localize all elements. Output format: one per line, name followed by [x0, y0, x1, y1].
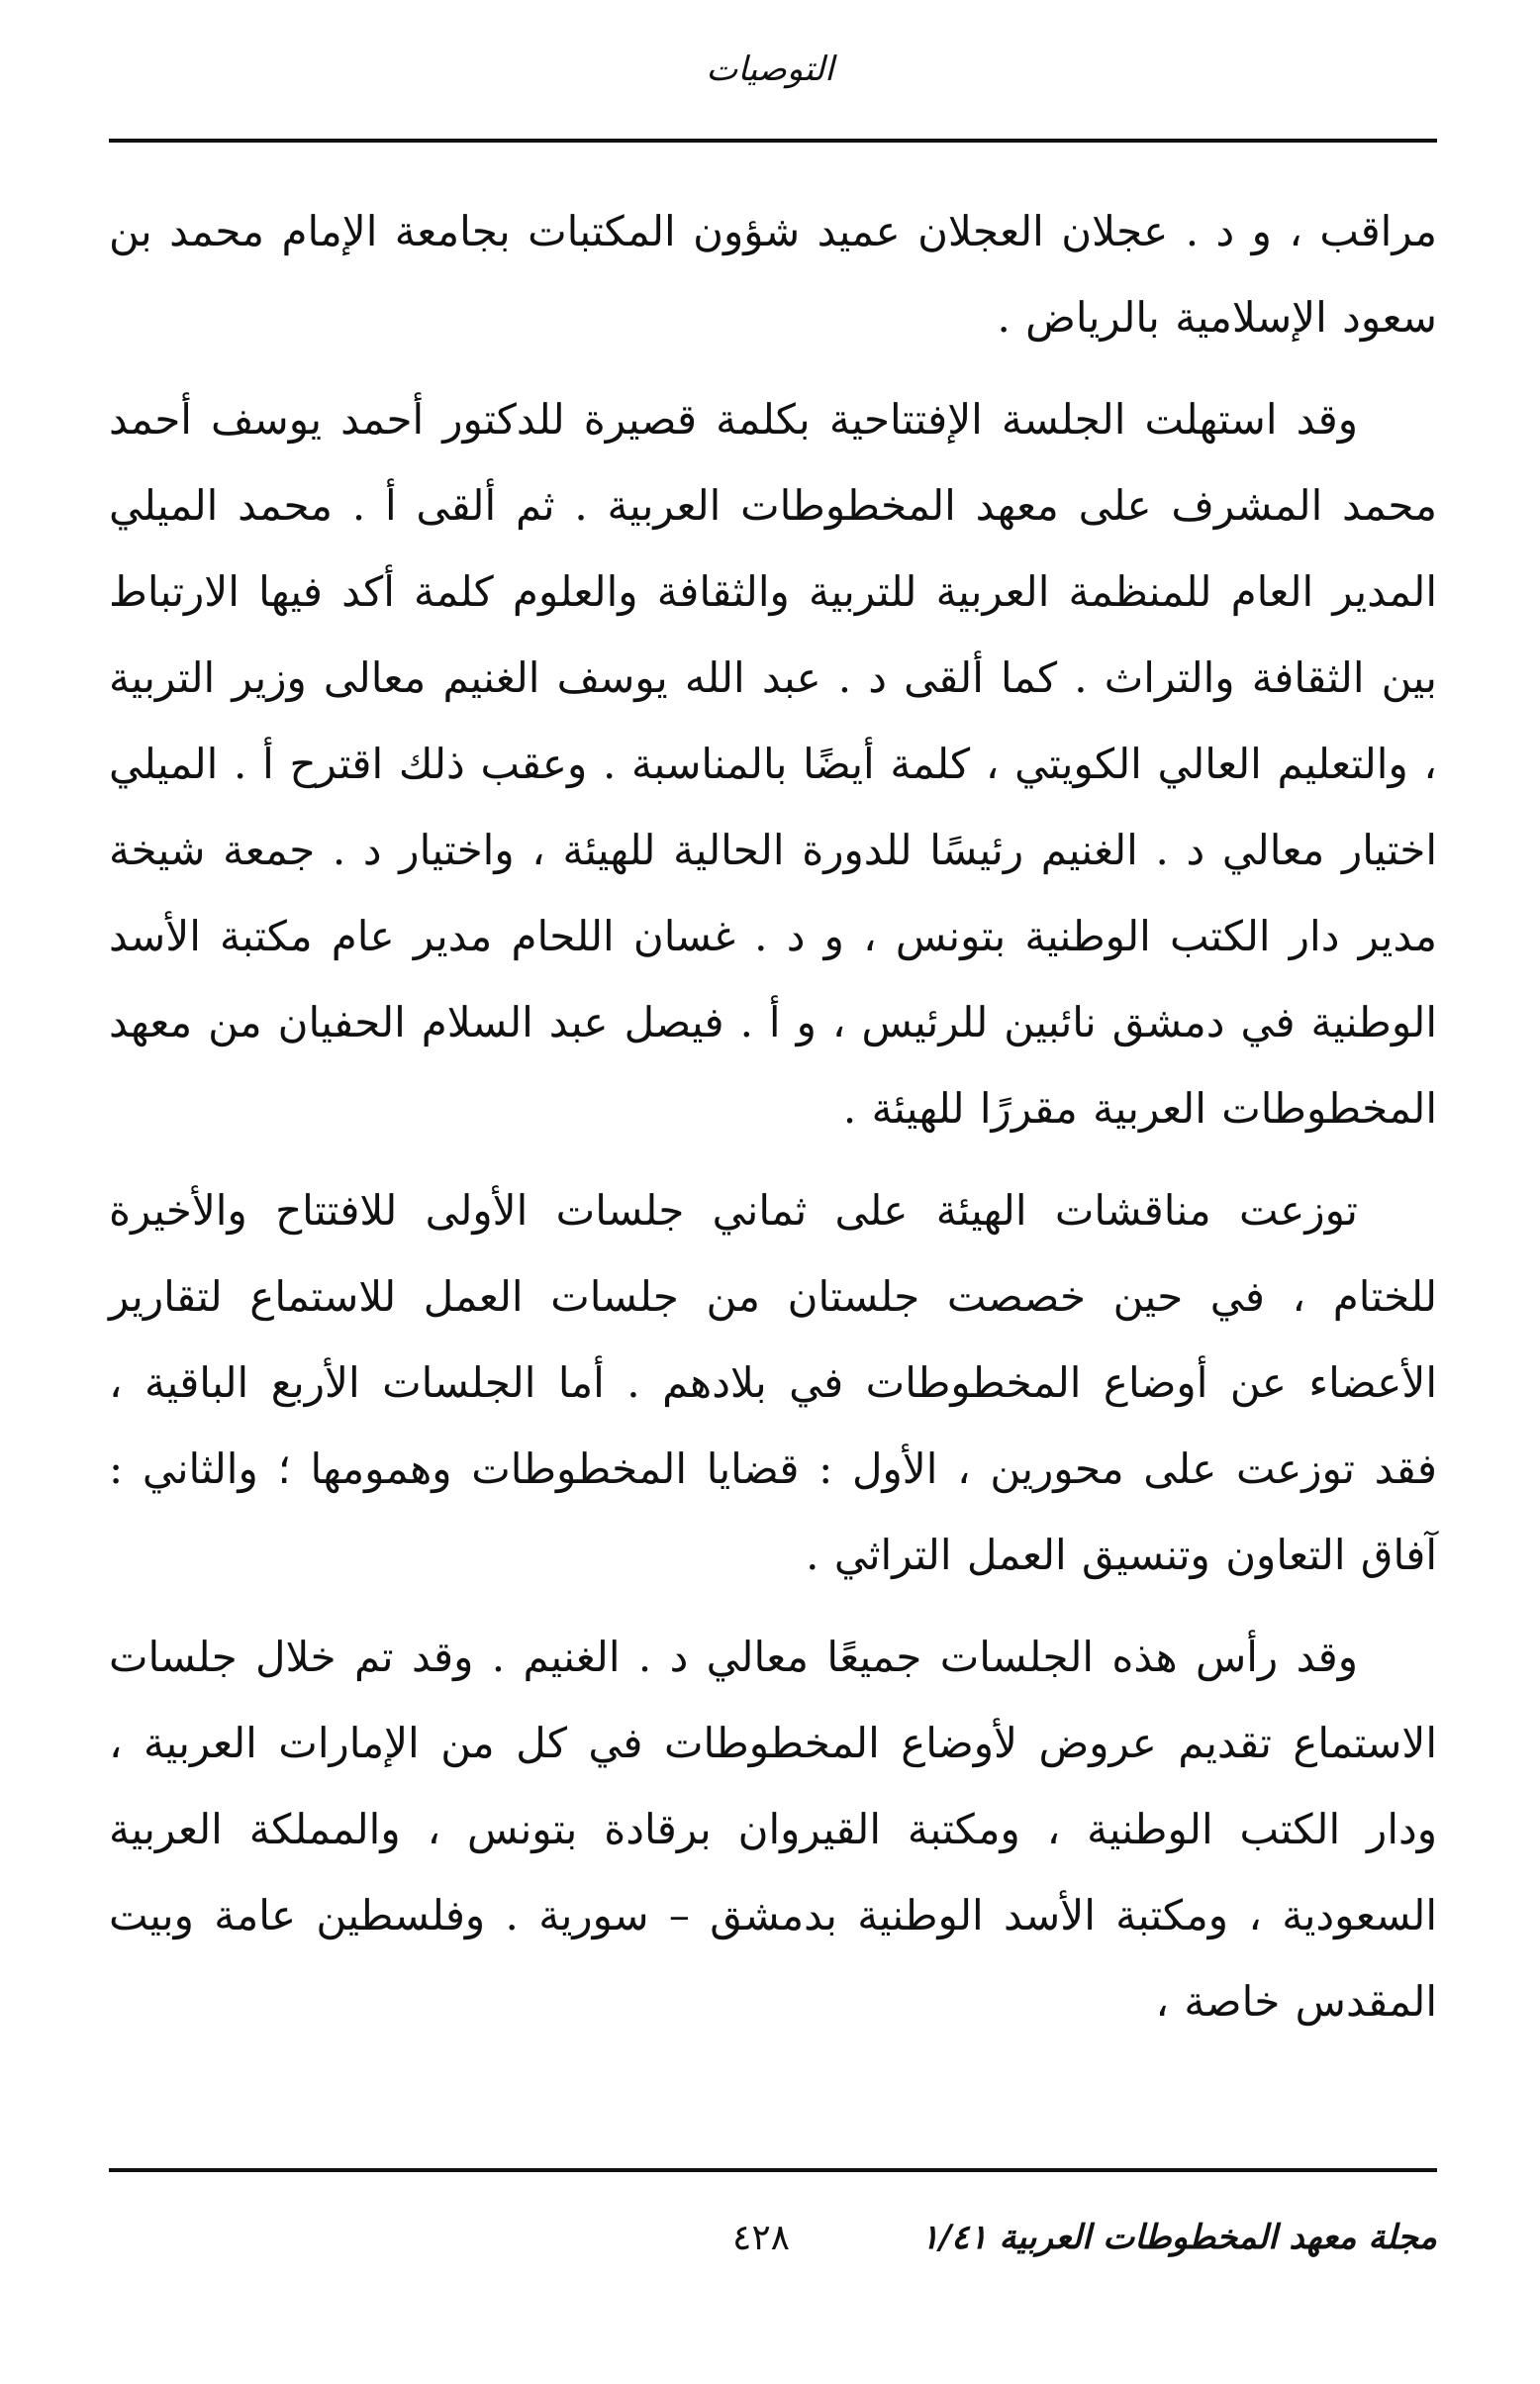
running-title: التوصيات: [706, 50, 834, 89]
paragraph-3: توزعت مناقشات الهيئة على ثماني جلسات الأولى للافتتاح والأخيرة للختام ، في حين خصصت جلستان من جلسات العمل للاستماع لتقارير الأعضاء عن أوضاع المخطوطات في بلادهم . أما الجلسات الأربع الباقية ، فقد توزعت على محورين ، الأول : قضايا المخطوطات وهمومها ؛ والثاني : آفاق التعاون وتنسيق العمل التراثي .: [109, 1186, 1437, 1579]
body-text: [109, 188, 1437, 2060]
footer-rule: [109, 2168, 1437, 2172]
page-number: ٤٢٨: [732, 2218, 791, 2258]
paragraph-2: وقد استهلت الجلسة الإفتتاحية بكلمة قصيرة للدكتور أحمد يوسف أحمد محمد المشرف على معهد المخطوطات العربية . ثم ألقى أ . محمد الميلي المدير العام للمنظمة العربية للتربية والثقافة والعلوم كلمة أكد فيها الارتباط بين الثقافة والتراث . كما ألقى د . عبد الله يوسف الغنيم معالى وزير التربية ، والتعليم العالي الكويتي ، كلمة أيضًا بالمناسبة . وعقب ذلك اقترح أ . الميلي اختيار معالي د . الغنيم رئيسًا للدورة الحالية للهيئة ، واختيار د . جمعة شيخة مدير دار الكتب الوطنية بتونس ، و د . غسان اللحام مدير عام مكتبة الأسد الوطنية في دمشق نائبين للرئيس ، و أ . فيصل عبد السلام الحفيان من معهد المخطوطات العربية مقررًا للهيئة .: [109, 395, 1437, 1133]
header-rule: [109, 139, 1437, 143]
paragraph-1: مراقب ، و د . عجلان العجلان عميد شؤون المكتبات بجامعة الإمام محمد بن سعود الإسلامية بالرياض .: [109, 207, 1437, 342]
footer: [109, 2218, 1437, 2277]
journal-name: مجلة معهد المخطوطات العربية ١/٤١: [920, 2218, 1437, 2257]
paragraph-4: وقد رأس هذه الجلسات جميعًا معالي د . الغنيم . وقد تم خلال جلسات الاستماع تقديم عروض لأوضاع المخطوطات في كل من الإمارات العربية ، ودار الكتب الوطنية ، ومكتبة القيروان برقادة بتونس ، والمملكة العربية السعودية ، ومكتبة الأسد الوطنية بدمشق – سورية . وفلسطين عامة وبيت المقدس خاصة ،: [109, 1633, 1437, 2026]
